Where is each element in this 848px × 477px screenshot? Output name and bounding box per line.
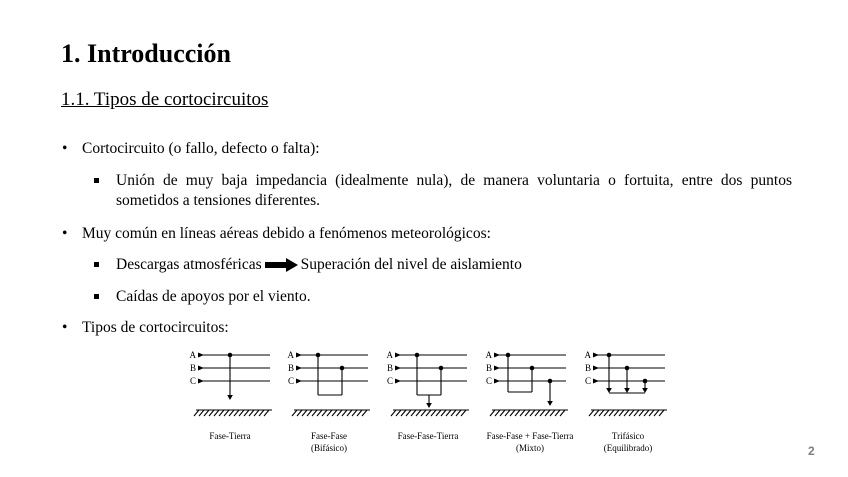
phase-label: B (485, 363, 492, 373)
ground-hatch (540, 410, 545, 416)
bullet-text: Muy común en líneas aéreas debido a fenómenos meteorológicos: (82, 225, 491, 242)
phase-label: A (485, 350, 492, 360)
bullet-text: Cortocircuito (o fallo, defecto o falta): (82, 140, 320, 157)
phase-label: B (584, 363, 591, 373)
phase-label: A (287, 350, 294, 360)
arrow-down-icon (227, 395, 233, 400)
ground-hatch (461, 410, 466, 416)
ground-hatch (322, 410, 327, 416)
ground-hatch (209, 410, 214, 416)
bullet-dot-icon: • (62, 140, 68, 157)
ground-hatch (214, 410, 219, 416)
ground-hatch (411, 410, 416, 416)
ground-hatch (421, 410, 426, 416)
phase-label: C (485, 376, 492, 386)
ground-hatch (490, 410, 495, 416)
ground-hatch (317, 410, 322, 416)
ground-hatch (614, 410, 619, 416)
diagram-caption: Trifásico (Equilibrado) (603, 431, 653, 453)
diagram-caption: Fase-Fase-Tierra (397, 431, 459, 441)
ground-hatch (441, 410, 446, 416)
ground-hatch (264, 410, 269, 416)
ground-hatch (505, 410, 510, 416)
ground-hatch (312, 410, 317, 416)
ground-hatch (401, 410, 406, 416)
phase-label: C (386, 376, 393, 386)
ground-hatch (347, 410, 352, 416)
bullet-text: Tipos de cortocircuitos: (82, 319, 229, 336)
ground-hatch (589, 410, 594, 416)
ground-hatch (239, 410, 244, 416)
ground-hatch (604, 410, 609, 416)
ground-hatch (302, 410, 307, 416)
ground-hatch (624, 410, 629, 416)
ground-hatch (194, 410, 199, 416)
ground-hatch (639, 410, 644, 416)
ground-hatch (224, 410, 229, 416)
ground-hatch (629, 410, 634, 416)
ground-hatch (515, 410, 520, 416)
arrow-down-icon (642, 388, 648, 393)
sub-bullet-text: Caídas de apoyos por el viento. (116, 288, 311, 305)
ground-hatch (550, 410, 555, 416)
ground-hatch (357, 410, 362, 416)
ground-hatch (634, 410, 639, 416)
sub-bullet-text: Unión de muy baja impedancia (idealmente nula), de manera voluntaria o fortuita, entre dos puntos sometidos a tensiones diferentes. (116, 172, 792, 209)
arrow-down-icon (547, 401, 553, 406)
sub-bullet-text-left: Descargas atmosféricas (116, 256, 262, 273)
ground-hatch (495, 410, 500, 416)
ground-hatch (451, 410, 456, 416)
phase-label: A (386, 350, 393, 360)
ground-hatch (599, 410, 604, 416)
ground-hatch (446, 410, 451, 416)
ground-hatch (520, 410, 525, 416)
arrow-down-icon (606, 388, 612, 393)
arrow-down-icon (624, 388, 630, 393)
ground-hatch (555, 410, 560, 416)
diagram-caption: Fase-Fase + Fase-Tierra (Mixto) (486, 431, 574, 453)
sub-bullet-text-right: Superación del nivel de aislamiento (300, 256, 522, 273)
ground-hatch (332, 410, 337, 416)
phase-label: A (189, 350, 196, 360)
ground-hatch (259, 410, 264, 416)
ground-hatch (199, 410, 204, 416)
phase-label: C (584, 376, 591, 386)
ground-hatch (560, 410, 565, 416)
ground-hatch (249, 410, 254, 416)
ground-hatch (530, 410, 535, 416)
ground-hatch (391, 410, 396, 416)
ground-hatch (525, 410, 530, 416)
diagram-caption: Fase-Fase (Bifásico) (311, 431, 347, 453)
ground-hatch (307, 410, 312, 416)
ground-hatch (234, 410, 239, 416)
ground-hatch (244, 410, 249, 416)
ground-hatch (352, 410, 357, 416)
ground-hatch (654, 410, 659, 416)
ground-hatch (426, 410, 431, 416)
ground-hatch (644, 410, 649, 416)
arrow-down-icon (426, 403, 432, 408)
ground-hatch (406, 410, 411, 416)
ground-hatch (456, 410, 461, 416)
ground-hatch (431, 410, 436, 416)
ground-hatch (219, 410, 224, 416)
ground-hatch (362, 410, 367, 416)
phase-label: B (386, 363, 393, 373)
ground-hatch (292, 410, 297, 416)
ground-hatch (594, 410, 599, 416)
ground-hatch (297, 410, 302, 416)
slide-subtitle: 1.1. Tipos de cortocircuitos (61, 89, 269, 110)
ground-hatch (649, 410, 654, 416)
ground-hatch (229, 410, 234, 416)
ground-hatch (337, 410, 342, 416)
ground-hatch (545, 410, 550, 416)
ground-hatch (254, 410, 259, 416)
page-number: 2 (808, 444, 815, 458)
ground-hatch (436, 410, 441, 416)
diagram-caption: Fase-Tierra (209, 431, 251, 441)
ground-hatch (619, 410, 624, 416)
phase-label: B (189, 363, 196, 373)
ground-hatch (327, 410, 332, 416)
phase-label: A (584, 350, 591, 360)
ground-hatch (204, 410, 209, 416)
bullet-dot-icon: • (62, 319, 68, 336)
slide-title: 1. Introducción (61, 39, 231, 68)
ground-hatch (396, 410, 401, 416)
ground-hatch (500, 410, 505, 416)
ground-hatch (659, 410, 664, 416)
ground-hatch (535, 410, 540, 416)
ground-hatch (609, 410, 614, 416)
phase-label: C (189, 376, 196, 386)
ground-hatch (510, 410, 515, 416)
phase-label: B (287, 363, 294, 373)
ground-hatch (342, 410, 347, 416)
ground-hatch (416, 410, 421, 416)
phase-label: C (287, 376, 294, 386)
bullet-dot-icon: • (62, 225, 68, 242)
